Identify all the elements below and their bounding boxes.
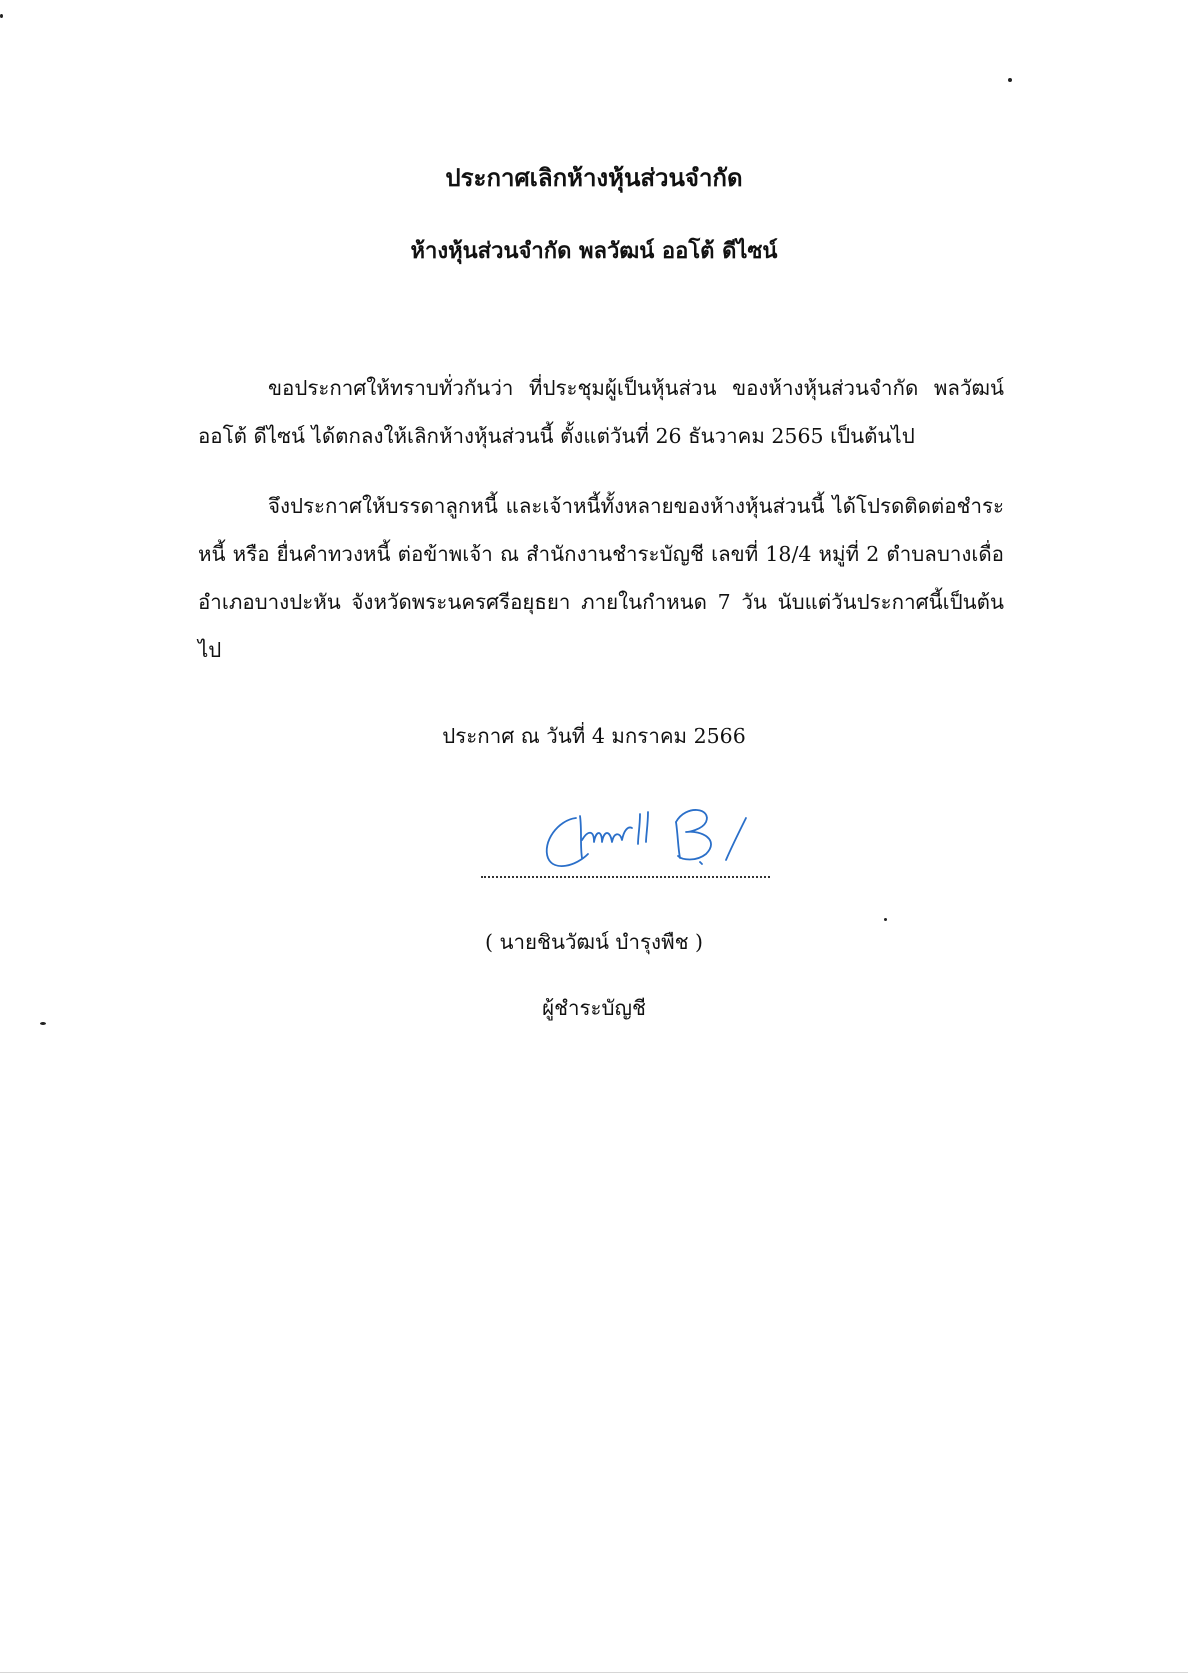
signer-role: ผู้ชำระบัญชี xyxy=(542,996,646,1020)
partnership-name: ห้างหุ้นส่วนจำกัด พลวัฒน์ ออโต้ ดีไซน์ xyxy=(410,238,778,264)
scan-edge xyxy=(0,1672,1188,1673)
scan-speck xyxy=(884,918,887,921)
announcement-date: ประกาศ ณ วันที่ 4 มกราคม 2566 xyxy=(442,724,746,748)
signature-line xyxy=(481,876,770,878)
paragraph-dissolution: ขอประกาศให้ทราบทั่วกันว่า ที่ประชุมผู้เป็นหุ้นส่วน ของห้างหุ้นส่วนจำกัด พลวัฒน์ ออโต้ ดีไซน์ ได้ตกลงให้เลิกห้างหุ้นส่วนนี้ ตั้งแต่วันที่ 26 ธันวาคม 2565 เป็นต้นไป xyxy=(198,376,1004,448)
scan-speck xyxy=(1008,78,1012,82)
paragraph-creditors: จึงประกาศให้บรรดาลูกหนี้ และเจ้าหนี้ทั้งหลายของห้างหุ้นส่วนนี้ ได้โปรดติดต่อชำระหนี้ หรือ ยื่นคำทวงหนี้ ต่อข้าพเจ้า ณ สำนักงานชำระบัญชี เลขที่ 18/4 หมู่ที่ 2 ตำบลบางเดื่อ อำเภอบางปะหัน จังหวัดพระนครศรีอยุธยา ภายในกำหนด 7 วัน นับแต่วันประกาศนี้เป็นต้นไป xyxy=(198,494,1004,662)
scan-speck xyxy=(0,14,3,18)
handwritten-signature xyxy=(536,800,756,880)
scan-speck xyxy=(40,1022,46,1025)
document-title: ประกาศเลิกห้างหุ้นส่วนจำกัด xyxy=(445,163,743,192)
signer-name: ( นายชินวัฒน์ บำรุงพืช ) xyxy=(484,930,704,954)
